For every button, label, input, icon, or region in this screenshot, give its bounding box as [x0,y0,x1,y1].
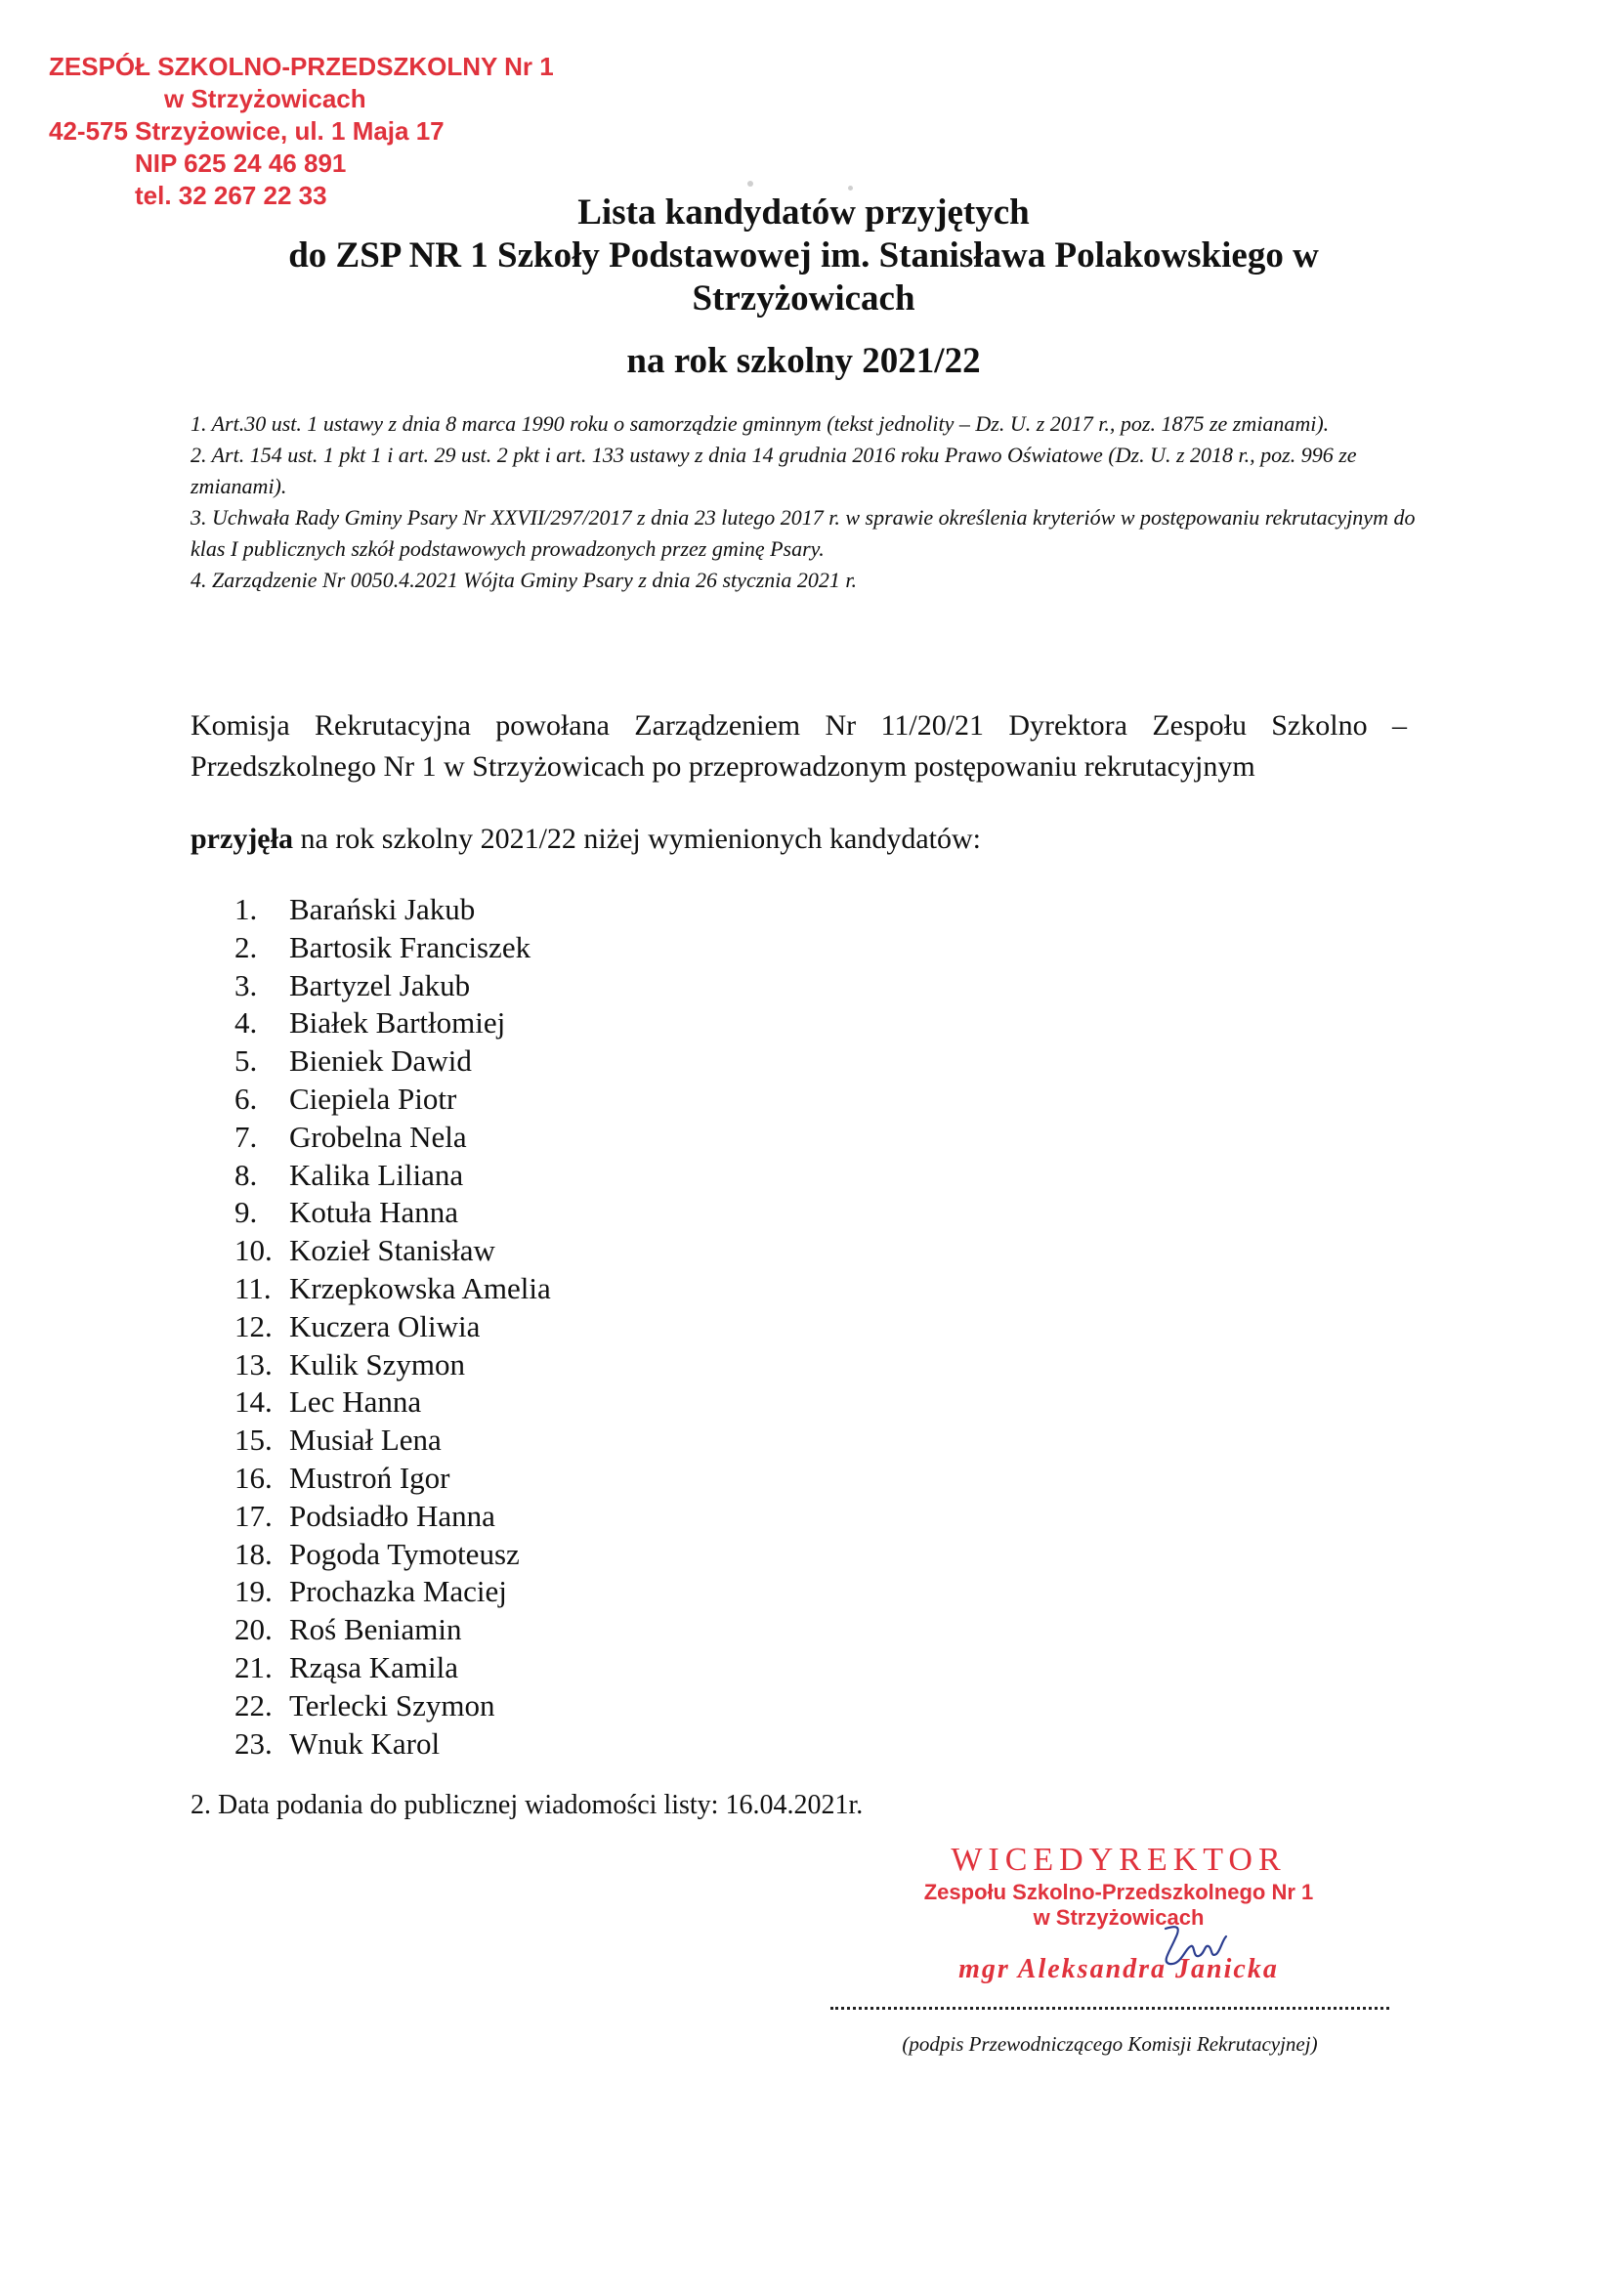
candidate-item [234,1687,551,1725]
title-line-3: Strzyżowicach [692,278,915,319]
candidate-item [234,967,551,1005]
candidate-name: Kuczera Oliwia [289,1308,481,1343]
candidate-number: 3. [234,967,258,1002]
signature-line [830,1999,1389,2010]
publication-date: 16.04.2021r. [718,1790,864,1820]
scan-speck [747,181,753,187]
candidate-name: Kalika Liliana [289,1157,464,1192]
candidate-name: Rząsa Kamila [289,1649,459,1684]
candidate-item [234,1308,551,1346]
candidate-name: Roś Beniamin [289,1612,462,1647]
candidate-item [234,1573,551,1611]
candidate-number: 16. [234,1460,273,1495]
signature-stamp-town: w Strzyżowicach [1033,1905,1205,1930]
candidate-item [234,1460,551,1498]
candidate-item [234,1649,551,1687]
candidate-number: 13. [234,1346,273,1382]
candidate-item [234,1232,551,1270]
admission-line [191,819,981,860]
candidate-number: 12. [234,1308,273,1343]
candidate-number: 1. [234,892,258,926]
legal-basis-item: 2. Art. 154 ust. 1 pkt 1 i art. 29 ust. 2 pkt i art. 133 ustawy z dnia 14 grudnia 2016 roku Prawo Oświatowe (Dz. U. z 2018 r., poz. 996 ze zmianami). [191,443,1357,498]
candidate-number: 15. [234,1423,273,1458]
candidate-name: Białek Bartłomiej [289,1005,506,1041]
signature-stamp [923,1841,1314,1985]
candidate-number: 5. [234,1043,258,1079]
candidate-name: Wnuk Karol [289,1725,441,1761]
candidate-name: Musiał Lena [289,1423,442,1458]
candidate-name: Pogoda Tymoteusz [289,1536,520,1571]
candidate-item [234,929,551,967]
title-school-year: na rok szkolny 2021/22 [626,341,981,381]
candidate-item [234,1611,551,1649]
publication-date-line [191,1788,863,1823]
candidate-name: Lec Hanna [289,1384,422,1420]
candidate-item [234,1004,551,1042]
candidate-number: 18. [234,1536,273,1571]
candidate-name: Bieniek Dawid [289,1043,472,1079]
candidate-name: Mustroń Igor [289,1460,450,1495]
candidate-number: 11. [234,1270,272,1305]
handwritten-signature [1148,1919,1236,1977]
candidate-item [234,1042,551,1081]
scan-speck [848,186,853,191]
school-stamp-name: ZESPÓŁ SZKOLNO-PRZEDSZKOLNY Nr 1 [49,52,554,81]
legal-basis-item: 1. Art.30 ust. 1 ustawy z dnia 8 marca 1990 roku o samorządzie gminnym (tekst jednolity – Dz. U. z 2017 r., poz. 1875 ze zmianami). [191,411,1330,436]
candidate-name: Bartosik Franciszek [289,929,531,964]
candidate-item [234,891,551,929]
candidate-item [234,1498,551,1536]
candidate-name: Grobelna Nela [289,1119,467,1154]
signature-caption: (podpis Przewodniczącego Komisji Rekrutacyjnej) [902,2032,1318,2056]
candidate-number: 10. [234,1233,273,1268]
candidate-item [234,1422,551,1460]
title-line-2: do ZSP NR 1 Szkoły Podstawowej im. Stanisława Polakowskiego w [288,235,1319,276]
candidate-number: 14. [234,1384,273,1420]
signature-stamp-org: Zespołu Szkolno-Przedszkolnego Nr 1 [923,1880,1314,1904]
school-stamp-town: w Strzyżowicach [164,84,366,113]
candidate-name: Kulik Szymon [289,1346,465,1382]
candidate-number: 20. [234,1612,273,1647]
publication-label: 2. Data podania do publicznej wiadomości listy: [191,1790,719,1820]
school-stamp-phone: tel. 32 267 22 33 [135,181,327,210]
legal-basis-item: 4. Zarządzenie Nr 0050.4.2021 Wójta Gminy Psary z dnia 26 stycznia 2021 r. [191,568,857,592]
title-line-1: Lista kandydatów przyjętych [577,192,1030,233]
candidate-number: 23. [234,1725,273,1761]
school-stamp-address: 42-575 Strzyżowice, ul. 1 Maja 17 [49,116,445,146]
candidate-number: 22. [234,1687,273,1722]
candidate-item [234,1725,551,1764]
candidate-number: 7. [234,1119,258,1154]
candidate-list [234,891,551,1763]
candidate-number: 21. [234,1649,273,1684]
candidate-item [234,1346,551,1384]
legal-basis [191,408,1426,596]
admission-verb: przyjęła [191,823,293,855]
candidate-item [234,1081,551,1119]
admission-rest: na rok szkolny 2021/22 niżej wymienionych kandydatów: [292,823,982,855]
legal-basis-item: 3. Uchwała Rady Gminy Psary Nr XXVII/297/2017 z dnia 23 lutego 2017 r. w sprawie określenia kryteriów w postępowaniu rekrutacyjnym do klas I publicznych szkół podstawowych prowadzonych przez gminę Psary. [191,505,1416,561]
school-stamp [49,51,554,212]
candidate-item [234,1270,551,1308]
candidate-number: 2. [234,929,258,964]
candidate-name: Krzepkowska Amelia [289,1270,551,1305]
candidate-name: Podsiadło Hanna [289,1498,495,1533]
candidate-number: 4. [234,1005,258,1041]
candidate-item [234,1536,551,1574]
signature-stamp-title: WICEDYREKTOR [951,1842,1287,1878]
candidate-name: Barański Jakub [289,892,476,926]
candidate-name: Prochazka Maciej [289,1574,507,1609]
signature-stamp-name: mgr Aleksandra Janicka [958,1954,1279,1984]
candidate-number: 17. [234,1498,273,1533]
candidate-name: Ciepiela Piotr [289,1081,457,1116]
candidate-item [234,1119,551,1157]
document-title [225,191,1382,383]
candidate-number: 8. [234,1157,258,1192]
candidate-number: 19. [234,1574,273,1609]
candidate-name: Kozieł Stanisław [289,1233,495,1268]
candidate-name: Bartyzel Jakub [289,967,471,1002]
candidate-number: 9. [234,1195,258,1230]
intro-paragraph: Komisja Rekrutacyjna powołana Zarządzeniem Nr 11/20/21 Dyrektora Zespołu Szkolno – Przedszkolnego Nr 1 w Strzyżowicach po przeprowadzonym postępowaniu rekrutacyjnym [191,709,1407,783]
candidate-item [234,1383,551,1422]
candidate-item [234,1157,551,1195]
candidate-item [234,1194,551,1232]
candidate-number: 6. [234,1081,258,1116]
school-stamp-nip: NIP 625 24 46 891 [135,149,347,178]
candidate-name: Terlecki Szymon [289,1687,495,1722]
candidate-name: Kotuła Hanna [289,1195,459,1230]
